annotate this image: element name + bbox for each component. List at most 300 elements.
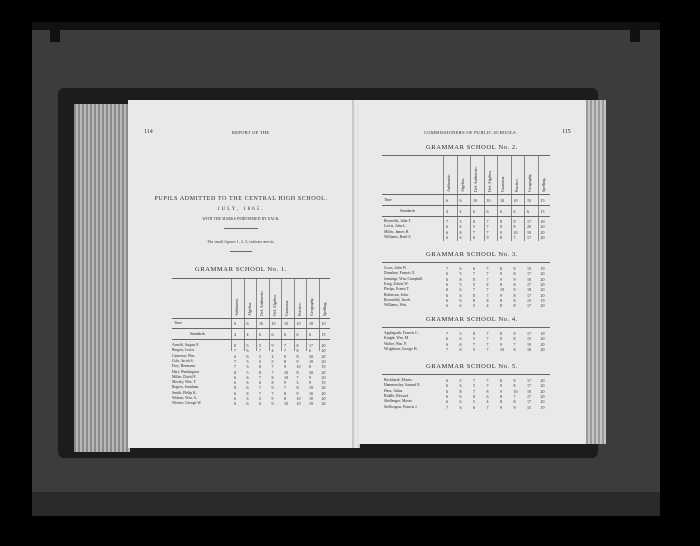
student-name: Cole, Jacob S. bbox=[172, 358, 194, 363]
left-page-number: 114 bbox=[144, 129, 153, 135]
table-cell: 17 bbox=[527, 378, 531, 383]
table-cell: 17 bbox=[527, 219, 531, 224]
table-cell: 7 bbox=[486, 331, 489, 336]
table-cell: 10 bbox=[321, 321, 326, 326]
table-rule bbox=[382, 262, 550, 263]
column-header: Arithmetic. bbox=[446, 173, 451, 192]
table-cell: 7 bbox=[234, 348, 236, 354]
table-cell: 10 bbox=[486, 198, 491, 203]
table-cell: 9 bbox=[296, 358, 299, 364]
table-cell: 17 bbox=[527, 234, 531, 240]
table-cell: 6 bbox=[446, 292, 448, 298]
student-name: Wilmer, Wm. A. bbox=[172, 396, 198, 400]
student-name: Cameron, Wm. bbox=[172, 353, 196, 358]
table-cell: 8 bbox=[473, 219, 475, 224]
student-name: Knight, Wm. M. bbox=[384, 336, 410, 341]
table-cell: 4 bbox=[486, 281, 489, 287]
table-cell: 5 bbox=[459, 331, 462, 336]
table-cell: 20 bbox=[540, 219, 545, 224]
table-rule bbox=[382, 194, 550, 195]
table-cell: 8 bbox=[500, 303, 502, 309]
table-cell: 20 bbox=[540, 234, 545, 240]
table-cell: 15 bbox=[540, 209, 545, 214]
row-label: Standards bbox=[190, 332, 205, 336]
table-cell: 6 bbox=[459, 303, 462, 309]
column-header: Algebra. bbox=[459, 178, 465, 192]
student-name: Bergen, Lewis. bbox=[172, 348, 196, 353]
table-cell: 6 bbox=[234, 401, 236, 407]
table-cell: 6 bbox=[246, 353, 249, 359]
table-cell: 5 bbox=[259, 396, 261, 401]
table-cell: 7 bbox=[486, 292, 489, 298]
table-cell: 7 bbox=[446, 266, 448, 271]
table-cell: 7 bbox=[486, 229, 489, 235]
table-cell: 8 bbox=[271, 374, 274, 380]
table-rule bbox=[382, 327, 550, 328]
table-cell: 7 bbox=[486, 383, 489, 389]
column-divider bbox=[319, 279, 320, 351]
row-label: Time bbox=[174, 321, 182, 325]
column-divider bbox=[281, 279, 282, 351]
table-cell: 6 bbox=[271, 332, 274, 337]
table-cell: 20 bbox=[321, 343, 326, 348]
table-cell: 7 bbox=[486, 346, 489, 352]
table-cell: 8 bbox=[513, 271, 516, 277]
table-cell: 6 bbox=[246, 396, 249, 401]
table-cell: 10 bbox=[296, 396, 301, 401]
left-running-head: REPORT OF THE bbox=[232, 130, 270, 135]
table-cell: 10 bbox=[284, 321, 288, 326]
table-cell: 5 bbox=[473, 224, 475, 230]
table-cell: 8 bbox=[446, 287, 448, 293]
table-cell: 7 bbox=[284, 385, 286, 391]
table-cell: 7 bbox=[259, 348, 261, 354]
table-cell: 20 bbox=[321, 369, 326, 375]
table-cell: 9 bbox=[309, 380, 311, 386]
table-cell: 6 bbox=[459, 224, 462, 230]
table-cell: 8 bbox=[513, 383, 516, 389]
table-cell: 6 bbox=[309, 332, 311, 337]
table-cell: 8 bbox=[500, 297, 502, 303]
table-cell: 6 bbox=[234, 353, 236, 359]
table-cell: 7 bbox=[513, 393, 516, 399]
table-cell: 6 bbox=[446, 224, 448, 230]
table-cell: 6 bbox=[234, 390, 236, 396]
table-cell: 10 bbox=[527, 198, 531, 203]
table-cell: 10 bbox=[259, 321, 263, 326]
table-cell: 10 bbox=[513, 198, 518, 203]
column-header: Grammar. bbox=[284, 299, 289, 316]
table-cell: 5 bbox=[473, 336, 475, 342]
table-cell: 7 bbox=[486, 404, 489, 410]
table-cell: 6 bbox=[246, 385, 249, 391]
student-name: Williams, Basil S. bbox=[384, 234, 412, 239]
column-header: Practice. bbox=[296, 302, 302, 316]
table-cell: 5 bbox=[459, 281, 462, 287]
table-cell: 20 bbox=[321, 401, 326, 407]
film-top-edge bbox=[32, 22, 660, 30]
student-name: Lewis, John L. bbox=[384, 224, 407, 229]
table-cell: 20 bbox=[540, 399, 545, 405]
table-cell: 4 bbox=[234, 332, 236, 337]
table-cell: 7 bbox=[486, 378, 489, 383]
right-running-head: COMMISSIONERS OF PUBLIC SCHOOLS. bbox=[424, 130, 518, 135]
table-cell: 19 bbox=[527, 341, 531, 347]
table-cell: 20 bbox=[321, 385, 326, 391]
table-cell: 9 bbox=[500, 224, 502, 230]
table-cell: 8 bbox=[500, 331, 502, 336]
table-cell: 20 bbox=[540, 341, 545, 347]
table-cell: 6 bbox=[527, 209, 529, 214]
table-cell: 6 bbox=[446, 198, 448, 203]
table-rule bbox=[382, 216, 550, 217]
table-cell: 9 bbox=[513, 266, 516, 271]
table-cell: 9 bbox=[513, 219, 516, 224]
table-cell: 7 bbox=[271, 390, 274, 396]
student-name: King, Edwin W. bbox=[384, 281, 409, 286]
table-cell: 6 bbox=[473, 209, 475, 214]
column-header: Geography. bbox=[309, 297, 314, 316]
column-header: Def. Arithmetic. bbox=[473, 165, 478, 192]
student-name: Williams, Wm. bbox=[384, 303, 408, 308]
table-rule bbox=[382, 205, 550, 206]
table-cell: 6 bbox=[234, 380, 236, 386]
divider bbox=[230, 251, 252, 252]
table-cell: 6 bbox=[446, 383, 448, 389]
table-cell: 19 bbox=[540, 297, 545, 303]
table-cell: 8 bbox=[459, 276, 462, 282]
table-cell: 8 bbox=[513, 346, 516, 352]
table-cell: 6 bbox=[446, 341, 448, 347]
table-rule bbox=[172, 318, 330, 319]
table-cell: 8 bbox=[296, 369, 299, 375]
table-cell: 6 bbox=[459, 287, 462, 293]
student-name: Applegarth, Francis C. bbox=[384, 331, 419, 335]
table-cell: 5 bbox=[459, 271, 462, 277]
table-cell: 20 bbox=[309, 353, 313, 359]
school-heading-2: GRAMMAR SCHOOL No. 2. bbox=[426, 144, 518, 151]
table-cell: 7 bbox=[271, 364, 274, 370]
table-cell: 8 bbox=[513, 336, 516, 342]
student-name: Jennings, Wm. Campbell. bbox=[384, 276, 424, 281]
table-cell: 9 bbox=[271, 385, 274, 391]
table-cell: 9 bbox=[500, 229, 502, 235]
column-divider bbox=[294, 279, 295, 351]
table-cell: 9 bbox=[513, 276, 516, 282]
table-cell: 20 bbox=[540, 292, 545, 298]
table-cell: 7 bbox=[486, 287, 489, 293]
table-cell: 8 bbox=[513, 297, 516, 303]
table-cell: 10 bbox=[513, 229, 518, 235]
table-cell: 7 bbox=[486, 224, 489, 230]
table-cell: 8 bbox=[296, 343, 299, 348]
table-cell: 6 bbox=[259, 332, 261, 337]
table-cell: 6 bbox=[446, 393, 448, 399]
table-cell: 6 bbox=[446, 297, 448, 303]
table-cell: 20 bbox=[527, 224, 531, 230]
table-cell: 7 bbox=[284, 343, 286, 348]
table-cell: 9 bbox=[513, 404, 516, 410]
table-cell: 9 bbox=[284, 353, 286, 359]
table-cell: 6 bbox=[473, 404, 475, 410]
table-cell: 17 bbox=[309, 343, 313, 348]
student-name: Frey, Hermann. bbox=[172, 364, 196, 369]
table-cell: 7 bbox=[473, 287, 475, 293]
student-name: Reynolds, John T. bbox=[384, 219, 412, 223]
table-cell: 8 bbox=[459, 388, 462, 394]
column-divider bbox=[269, 279, 270, 351]
column-header: Def. Arithmetic. bbox=[259, 289, 264, 316]
table-cell: 17 bbox=[527, 303, 531, 309]
table-cell: 9 bbox=[500, 292, 502, 298]
table-cell: 10 bbox=[296, 321, 301, 326]
table-cell: 19 bbox=[321, 364, 326, 370]
table-cell: 8 bbox=[309, 364, 311, 370]
table-cell: 17 bbox=[527, 292, 531, 298]
table-cell: 7 bbox=[446, 331, 448, 336]
student-name: Beckhardt, Morris. bbox=[384, 378, 413, 382]
table-cell: 20 bbox=[540, 303, 545, 309]
table-cell: 19 bbox=[309, 385, 313, 391]
table-cell: 7 bbox=[486, 266, 489, 271]
table-cell: 9 bbox=[500, 388, 502, 394]
table-cell: 10 bbox=[500, 346, 504, 352]
table-cell: 6 bbox=[446, 281, 448, 287]
table-cell: 10 bbox=[271, 321, 276, 326]
table-cell: 19 bbox=[309, 358, 313, 364]
table-cell: 8 bbox=[259, 364, 261, 370]
right-page bbox=[358, 100, 586, 444]
table-cell: 20 bbox=[540, 346, 545, 352]
table-cell: 6 bbox=[459, 346, 462, 352]
table-cell: 9 bbox=[271, 401, 274, 407]
table-cell: 19 bbox=[540, 331, 545, 336]
table-cell: 4 bbox=[246, 332, 249, 337]
student-name: Hess, Julius. bbox=[384, 388, 404, 393]
student-name: Robinson, John. bbox=[384, 292, 409, 297]
table-cell: 6 bbox=[246, 321, 249, 326]
table-cell: 4 bbox=[459, 209, 462, 214]
column-header: Grammar. bbox=[500, 175, 505, 192]
table-cell: 9 bbox=[284, 364, 286, 370]
table-cell: 19 bbox=[527, 229, 531, 235]
table-cell: 6 bbox=[446, 229, 448, 235]
school-heading-4: GRAMMAR SCHOOL No. 4. bbox=[426, 316, 518, 323]
table-cell: 7 bbox=[259, 390, 261, 396]
table-cell: 7 bbox=[486, 276, 489, 282]
table-cell: 6 bbox=[459, 393, 462, 399]
table-cell: 20 bbox=[540, 271, 545, 277]
table-cell: 8 bbox=[284, 358, 286, 364]
table-cell: 4 bbox=[486, 303, 489, 309]
table-cell: 20 bbox=[321, 358, 326, 364]
table-cell: 6 bbox=[459, 266, 462, 271]
table-cell: 6 bbox=[446, 336, 448, 342]
column-header: Def. Algebra. bbox=[271, 294, 277, 316]
table-cell: 8 bbox=[473, 393, 475, 399]
table-cell: 6 bbox=[486, 209, 489, 214]
table-cell: 6 bbox=[459, 297, 462, 303]
table-cell: 15 bbox=[527, 297, 531, 303]
table-cell: 10 bbox=[284, 369, 288, 375]
film-bottom-edge bbox=[32, 492, 660, 516]
table-cell: 7 bbox=[234, 358, 236, 364]
table-cell: 15 bbox=[527, 336, 531, 342]
table-cell: 7 bbox=[486, 219, 489, 224]
table-cell: 4 bbox=[486, 399, 489, 405]
table-cell: 5 bbox=[271, 358, 274, 364]
student-name: Arnold, August F. bbox=[172, 343, 200, 347]
table-cell: 5 bbox=[246, 358, 249, 364]
table-cell: 4 bbox=[446, 209, 448, 214]
table-cell: 7 bbox=[271, 369, 274, 375]
table-cell: 6 bbox=[246, 348, 249, 354]
table-cell: 7 bbox=[259, 374, 261, 380]
column-header: Def. Algebra. bbox=[486, 170, 492, 192]
table-cell: 6 bbox=[309, 348, 311, 354]
table-cell: 10 bbox=[500, 287, 504, 293]
column-divider bbox=[244, 279, 245, 351]
column-header: Algebra. bbox=[246, 302, 252, 316]
table-rule bbox=[382, 374, 550, 375]
table-cell: 8 bbox=[473, 292, 475, 298]
table-cell: 15 bbox=[527, 404, 531, 410]
column-header: Arithmetic. bbox=[234, 297, 239, 316]
table-cell: 9 bbox=[500, 404, 502, 410]
film-registration-mark-right bbox=[630, 28, 640, 42]
table-cell: 20 bbox=[540, 336, 545, 342]
column-divider bbox=[457, 156, 458, 241]
table-cell: 8 bbox=[473, 331, 475, 336]
table-cell: 17 bbox=[527, 281, 531, 287]
student-name: Donahue, Francis X. bbox=[384, 271, 416, 276]
column-divider bbox=[306, 279, 307, 351]
table-cell: 17 bbox=[527, 399, 531, 405]
student-name: Miller, James H. bbox=[384, 229, 410, 234]
student-name: Cross, John W. bbox=[384, 266, 407, 270]
table-cell: 6 bbox=[459, 336, 462, 342]
table-cell: 10 bbox=[296, 364, 301, 370]
table-cell: 20 bbox=[540, 287, 545, 293]
table-cell: 6 bbox=[446, 271, 448, 277]
table-cell: 6 bbox=[284, 332, 286, 337]
table-cell: 9 bbox=[309, 374, 311, 380]
table-cell: 8 bbox=[284, 390, 286, 396]
table-cell: 5 bbox=[246, 369, 249, 375]
table-cell: 20 bbox=[540, 229, 545, 235]
table-cell: 4 bbox=[271, 353, 274, 359]
table-cell: 8 bbox=[486, 388, 489, 394]
table-cell: 9 bbox=[513, 287, 516, 293]
table-cell: 19 bbox=[540, 266, 545, 271]
table-cell: 6 bbox=[234, 321, 236, 326]
table-cell: 9 bbox=[500, 271, 502, 277]
school-heading-5: GRAMMAR SCHOOL No. 5. bbox=[426, 363, 518, 370]
table-cell: 17 bbox=[527, 271, 531, 277]
table-cell: 20 bbox=[540, 281, 545, 287]
table-cell: 8 bbox=[500, 234, 502, 240]
column-divider bbox=[538, 156, 539, 241]
table-cell: 8 bbox=[473, 276, 475, 282]
table-cell: 10 bbox=[284, 401, 288, 407]
column-header: Geography. bbox=[527, 173, 532, 192]
table-cell: 20 bbox=[540, 224, 545, 230]
table-cell: 7 bbox=[513, 341, 516, 347]
page-title: PUPILS ADMITTED TO THE CENTRAL HIGH SCHOOL. bbox=[154, 196, 328, 202]
student-name: Shellenger, Moses. bbox=[384, 399, 413, 404]
table-cell: 6 bbox=[296, 332, 299, 337]
table-cell: 6 bbox=[446, 378, 448, 383]
table-cell: 7 bbox=[513, 234, 516, 240]
table-cell: 10 bbox=[500, 198, 504, 203]
table-cell: 17 bbox=[527, 331, 531, 336]
row-label: Standards bbox=[400, 209, 415, 213]
student-name: Hart, Washington. bbox=[172, 369, 200, 374]
table-cell: 8 bbox=[296, 348, 299, 354]
table-cell: 15 bbox=[321, 332, 326, 337]
table-cell: 20 bbox=[321, 396, 326, 401]
table-cell: 10 bbox=[473, 198, 477, 203]
table-cell: 8 bbox=[500, 219, 502, 224]
table-cell: 20 bbox=[321, 390, 326, 396]
school-heading-3: GRAMMAR SCHOOL No. 3. bbox=[426, 251, 518, 258]
table-cell: 8 bbox=[459, 229, 462, 235]
table-cell: 9 bbox=[500, 341, 502, 347]
table-cell: 19 bbox=[321, 380, 326, 386]
table-cell: 5 bbox=[473, 303, 475, 309]
table-cell: 6 bbox=[259, 401, 261, 407]
table-cell: 6 bbox=[259, 380, 261, 386]
table-cell: 5 bbox=[296, 380, 299, 386]
table-cell: 5 bbox=[259, 358, 261, 364]
table-cell: 10 bbox=[284, 374, 288, 380]
table-cell: 19 bbox=[309, 401, 313, 407]
table-cell: 9 bbox=[296, 390, 299, 396]
table-cell: 6 bbox=[459, 399, 462, 405]
table-cell: 7 bbox=[446, 346, 448, 352]
column-header: Spelling. bbox=[540, 177, 546, 192]
table-cell: 7 bbox=[486, 336, 489, 342]
table-cell: 7 bbox=[473, 388, 475, 394]
right-page-number: 115 bbox=[562, 129, 571, 135]
column-divider bbox=[497, 156, 498, 241]
table-cell: 6 bbox=[446, 234, 448, 240]
table-cell: 5 bbox=[459, 378, 462, 383]
table-cell: 9 bbox=[271, 343, 274, 348]
table-cell: 8 bbox=[296, 353, 299, 359]
table-cell: 8 bbox=[500, 281, 502, 287]
divider bbox=[224, 228, 258, 229]
table-cell: 5 bbox=[473, 281, 475, 287]
table-cell: 6 bbox=[246, 380, 249, 386]
table-cell: 5 bbox=[473, 346, 475, 352]
table-cell: 6 bbox=[459, 383, 462, 389]
table-cell: 8 bbox=[473, 234, 475, 240]
table-cell: 19 bbox=[527, 388, 531, 394]
table-cell: 19 bbox=[540, 404, 545, 410]
table-cell: 9 bbox=[500, 383, 502, 389]
table-cell: 8 bbox=[473, 297, 475, 303]
table-cell: 5 bbox=[259, 353, 261, 359]
table-cell: 9 bbox=[513, 331, 516, 336]
student-name: Wrightson, George H. bbox=[384, 346, 418, 351]
student-name: Miller, David F. bbox=[172, 374, 197, 379]
row-label: Time bbox=[384, 198, 392, 202]
table-cell: 6 bbox=[459, 234, 462, 240]
table-cell: 6 bbox=[446, 303, 448, 309]
student-name: Phelps, Ernest T. bbox=[384, 287, 410, 292]
table-cell: 7 bbox=[284, 348, 286, 354]
